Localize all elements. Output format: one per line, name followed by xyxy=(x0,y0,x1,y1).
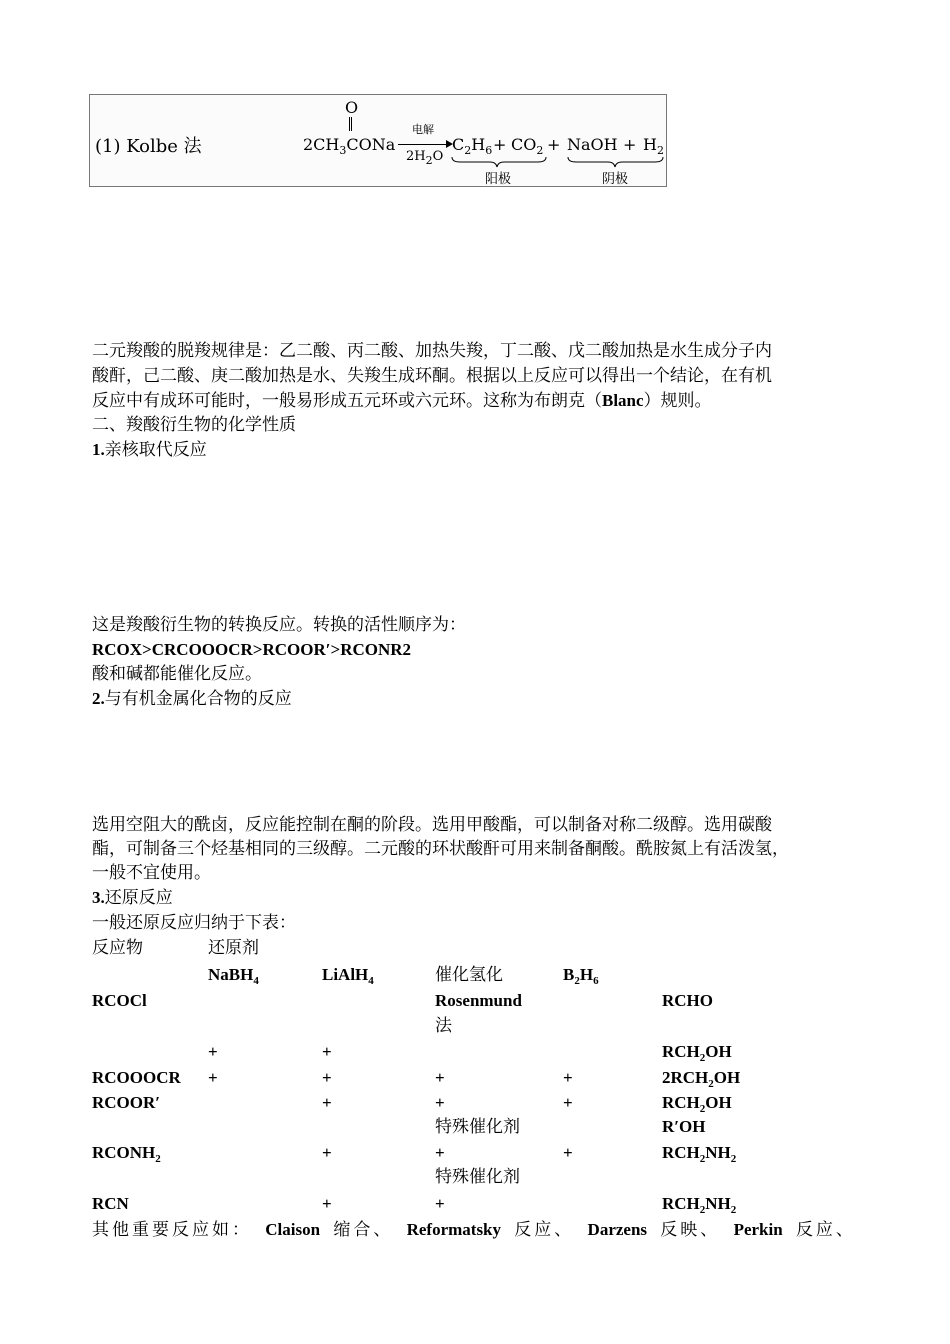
paragraph-line: 酸酐，己二酸、庚二酸加热是水、失羧生成环酮。根据以上反应可以得出一个结论，在有机 xyxy=(92,366,772,386)
table-cell: $2RCH_2OH$ xyxy=(662,1068,741,1090)
table-cell: RCOCl xyxy=(92,991,147,1010)
kolbe-reaction-figure xyxy=(89,94,667,187)
table-cell: RCOOOCR xyxy=(92,1068,181,1087)
product-ethane: $C_2H_6$ xyxy=(452,135,493,157)
paragraph-line: 酸和碱都能催化反应。 xyxy=(92,664,262,684)
reactant: $2CH_3CONa$ xyxy=(303,135,396,157)
table-cell: + xyxy=(563,1068,573,1087)
arrow-condition-bottom: $2H_2O$ xyxy=(406,149,444,167)
product-naoh: NaOH xyxy=(567,135,618,154)
table-cell: $RCH_2NH_2$ xyxy=(662,1143,737,1165)
table-cell: R′OH xyxy=(662,1117,706,1136)
table-cell: 特殊催化剂 xyxy=(435,1167,520,1187)
carbonyl-oxygen: O xyxy=(345,98,359,117)
table-header-b2h6: $B_2H_6$ xyxy=(563,965,599,987)
arrow-condition-top: 电解 xyxy=(412,123,434,136)
paragraph-line: 反应中有成环可能时，一般易形成五元环或六元环。这称为布朗克（Blanc）规则。 xyxy=(92,391,712,411)
table-header-lialh4: LiAlH$_4$ xyxy=(322,965,374,987)
table-cell: RCN xyxy=(92,1194,129,1213)
table-cell: $RCONH_2$ xyxy=(92,1143,161,1165)
subsection-heading-2: 2.与有机金属化合物的反应 xyxy=(92,689,292,709)
table-cell: + xyxy=(435,1093,445,1112)
table-header-reducer: 还原剂 xyxy=(208,938,259,958)
paragraph-line: 一般不宜使用。 xyxy=(92,863,211,883)
table-cell: + xyxy=(322,1143,332,1162)
product-h2: $H_2$ xyxy=(643,135,664,157)
activity-order: RCOX>CRCOOOCR>RCOOR′>RCONR2 xyxy=(92,640,412,659)
table-cell: 特殊催化剂 xyxy=(435,1117,520,1137)
table-header-catalytic: 催化氢化 xyxy=(435,965,503,985)
underbrace-icon xyxy=(450,155,665,169)
kolbe-label: (1) Kolbe 法 xyxy=(95,136,202,157)
table-cell: + xyxy=(563,1093,573,1112)
table-cell: + xyxy=(435,1068,445,1087)
table-cell: $RCH_2NH_2$ xyxy=(662,1194,737,1216)
cathode-label: 阴极 xyxy=(602,172,629,187)
table-cell: + xyxy=(435,1194,445,1213)
double-bond-line xyxy=(349,117,352,131)
product-co2: $CO_2$ xyxy=(511,135,544,157)
paragraph-line: 一般还原反应归纳于下表： xyxy=(92,913,296,933)
table-cell: + xyxy=(322,1042,332,1061)
subsection-heading-1: 1.亲核取代反应 xyxy=(92,440,207,460)
table-cell: + xyxy=(208,1042,218,1061)
paragraph-line: 二元羧酸的脱羧规律是：乙二酸、丙二酸、加热失羧，丁二酸、戊二酸加热是水生成分子内 xyxy=(92,341,772,361)
subsection-heading-3: 3.还原反应 xyxy=(92,888,173,908)
section-heading: 二、羧酸衍生物的化学性质 xyxy=(92,415,296,435)
table-cell: + xyxy=(435,1143,445,1162)
paragraph-line: 选用空阻大的酰卤，反应能控制在酮的阶段。选用甲酸酯，可以制备对称二级醇。选用碳酸 xyxy=(92,815,772,835)
last-paragraph-line: 其他重要反应如： Claison 缩合、 Reformatsky 反应、 Darzens 反映、 Perkin 反应、 xyxy=(92,1220,856,1240)
table-cell: + xyxy=(563,1143,573,1162)
table-cell: + xyxy=(322,1194,332,1213)
table-header-reactant: 反应物 xyxy=(92,938,143,958)
table-cell: RCOOR′ xyxy=(92,1093,161,1112)
paragraph-line: 酯，可制备三个烃基相同的三级醇。二元酸的环状酸酐可用来制备酮酸。酰胺氮上有活泼氢， xyxy=(92,839,789,859)
table-cell: $RCH_2OH$ xyxy=(662,1042,732,1064)
anode-label: 阳极 xyxy=(485,172,512,187)
table-cell: RCHO xyxy=(662,991,713,1010)
table-cell: + xyxy=(322,1093,332,1112)
table-header-nabh4: NaBH$_4$ xyxy=(208,965,259,987)
table-cell: + xyxy=(322,1068,332,1087)
reaction-arrow-line xyxy=(398,144,450,145)
table-cell: Rosenmund xyxy=(435,991,522,1010)
plus-sign: + xyxy=(493,135,507,154)
plus-sign: + xyxy=(547,135,561,154)
table-cell: + xyxy=(208,1068,218,1087)
paragraph-line: 这是羧酸衍生物的转换反应。转换的活性顺序为： xyxy=(92,615,466,635)
table-cell: $RCH_2OH$ xyxy=(662,1093,732,1115)
plus-sign: + xyxy=(623,135,637,154)
table-cell: 法 xyxy=(435,1016,452,1036)
